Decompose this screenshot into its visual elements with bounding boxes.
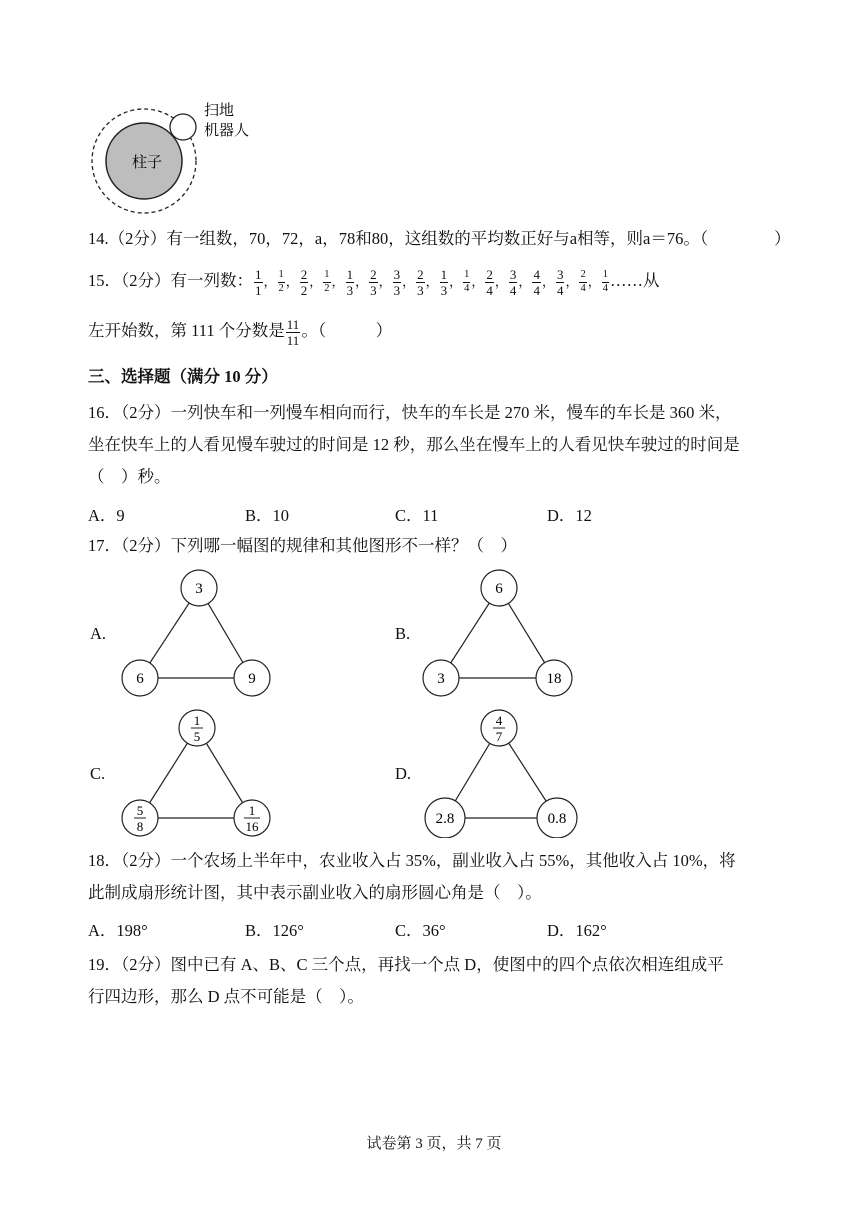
pillar-label: 柱子 bbox=[132, 155, 163, 171]
q17-option-d-label[interactable]: D. bbox=[395, 764, 412, 783]
triangle-figure-b bbox=[415, 568, 585, 698]
q18-option-c[interactable]: C．36° bbox=[395, 921, 446, 940]
sequence-fraction: $\frac{4}{4}$ bbox=[533, 266, 540, 298]
q16-option-a[interactable]: A．9 bbox=[88, 506, 125, 525]
question-15-line-1 bbox=[88, 264, 659, 299]
question-18-line-2: 此制成扇形统计图，其中表示副业收入的扇形圆心角是（ ）。 bbox=[88, 883, 542, 902]
fig-c-right-den: 16 bbox=[245, 819, 259, 834]
sequence-fraction: $\frac{2}{4}$ bbox=[580, 269, 586, 294]
q16-option-c[interactable]: C．11 bbox=[395, 506, 439, 525]
question-18-line-1: 18．（2分）一个农场上半年中，农业收入占 35%，副业收入占 55%，其他收入占 10%，将 bbox=[88, 851, 736, 870]
question-16-line-1: 16．（2分）一列快车和一列慢车相向而行，快车的车长是 270 米，慢车的车长是 360 米， bbox=[88, 403, 732, 422]
answer-fraction: $\frac{11}{11}$ bbox=[286, 316, 300, 348]
robot-circle bbox=[170, 114, 196, 140]
fig-b-right: 18 bbox=[546, 671, 562, 687]
question-15-line-2 bbox=[88, 314, 392, 348]
sequence-fraction: $\frac{1}{4}$ bbox=[464, 269, 470, 294]
q17-option-a-label[interactable]: A. bbox=[90, 624, 107, 643]
triangle-figure-d bbox=[415, 708, 585, 838]
sequence-fraction: $\frac{1}{3}$ bbox=[346, 266, 354, 298]
sequence-fraction: $\frac{2}{3}$ bbox=[370, 266, 377, 298]
fig-d-left: 2.8 bbox=[435, 811, 455, 827]
fig-b-left: 3 bbox=[437, 671, 445, 687]
robot-label-1: 扫地 bbox=[204, 103, 235, 119]
sequence-fraction: $\frac{1}{2}$ bbox=[324, 269, 330, 294]
robot-label-2: 机器人 bbox=[204, 123, 250, 139]
sequence-fraction: $\frac{3}{3}$ bbox=[393, 266, 401, 298]
q18-option-a[interactable]: A．198° bbox=[88, 921, 148, 940]
fig-a-left: 6 bbox=[136, 671, 144, 687]
fig-a-right: 9 bbox=[248, 671, 256, 687]
question-16-line-3: （ ）秒。 bbox=[88, 467, 171, 486]
question-15-line-2-suffix: 。（ ） bbox=[301, 321, 393, 340]
triangle-figure-c bbox=[115, 708, 285, 838]
page-footer: 试卷第 3 页，共 7 页 bbox=[366, 1136, 502, 1152]
fig-b-top: 6 bbox=[495, 581, 503, 597]
fig-c-top-num: 1 bbox=[193, 713, 201, 728]
fig-c-left-den: 8 bbox=[136, 819, 144, 834]
question-14: 14.（2分）有一组数，70，72，a，78和80，这组数的平均数正好与a相等，则a＝76。（ ） bbox=[88, 229, 791, 248]
q17-option-b-label[interactable]: B. bbox=[395, 624, 411, 643]
sequence-fraction: $\frac{2}{4}$ bbox=[486, 266, 493, 298]
sequence-fraction: $\frac{2}{3}$ bbox=[417, 266, 424, 298]
sequence-fraction: $\frac{3}{4}$ bbox=[556, 266, 564, 298]
sequence-fraction: $\frac{2}{2}$ bbox=[300, 266, 308, 298]
triangle-figure-a bbox=[115, 568, 285, 698]
question-15-line-2-prefix: 左开始数，第 111 个分数是 bbox=[88, 321, 285, 340]
pillar-robot-figure bbox=[88, 95, 278, 220]
question-19-line-1: 19．（2分）图中已有 A、B、C 三个点，再找一个点 D，使图中的四个点依次相连组成平 bbox=[88, 955, 724, 974]
fig-d-top-den: 7 bbox=[495, 729, 503, 744]
question-17-line-1: 17．（2分）下列哪一幅图的规律和其他图形不一样？（ ） bbox=[88, 536, 517, 555]
sequence-fraction: $\frac{1}{3}$ bbox=[440, 266, 448, 298]
question-19-line-2: 行四边形，那么 D 点不可能是（ ）。 bbox=[88, 987, 364, 1006]
fraction-sequence: $\frac{1}{1}$ ， $\frac{1}{2}$ ， $\frac{2}{2}$ ， $\frac{1}{2}$ ， $\frac{1}{3}$ ， $\frac{2}{3}$ ， $\frac{3}{3}$ ， $\frac{2}{3}$ ， $\frac{1}{3}$ ， $\frac{1}{4}$ ， $\frac{2}{4}$ ， $\frac{3}{4}$ ， $\frac{4}{4}$ ， $\frac{3}{4}$ ， $\frac{2}{4}$ ， $\frac{1}{4}$ bbox=[255, 266, 608, 298]
sequence-fraction: $\frac{1}{2}$ bbox=[278, 269, 284, 294]
q16-option-b[interactable]: B．10 bbox=[245, 506, 290, 525]
section-title: 三、选择题（满分 10 分） bbox=[88, 367, 278, 386]
sequence-fraction: $\frac{3}{4}$ bbox=[509, 266, 517, 298]
fig-c-top-den: 5 bbox=[193, 729, 201, 744]
question-16-line-2: 坐在快车上的人看见慢车驶过的时间是 12 秒，那么坐在慢车上的人看见快车驶过的时间是 bbox=[88, 435, 740, 454]
question-15-prefix: 15．（2分）有一列数： bbox=[88, 271, 253, 290]
fig-d-right: 0.8 bbox=[547, 811, 567, 827]
q16-option-d[interactable]: D．12 bbox=[547, 506, 592, 525]
fig-d-top-num: 4 bbox=[495, 713, 503, 728]
fig-c-right-num: 1 bbox=[248, 803, 256, 818]
sequence-fraction: $\frac{1}{4}$ bbox=[602, 269, 608, 294]
sequence-fraction: $\frac{1}{1}$ bbox=[255, 266, 262, 298]
question-15-suffix: ……从 bbox=[609, 271, 660, 290]
q17-option-c-label[interactable]: C. bbox=[90, 764, 106, 783]
fig-a-top: 3 bbox=[195, 581, 203, 597]
q18-option-d[interactable]: D．162° bbox=[547, 921, 607, 940]
q18-option-b[interactable]: B．126° bbox=[245, 921, 304, 940]
fig-c-left-num: 5 bbox=[136, 803, 144, 818]
